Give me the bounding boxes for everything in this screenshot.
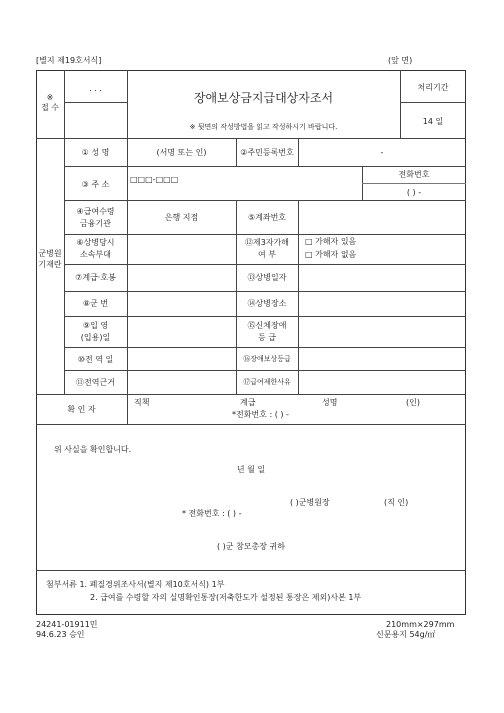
receipt-mark: ※ [46,93,54,102]
assailant-option-yes[interactable]: □ 가해자 있음 [305,237,357,246]
confirmer-phone: *전화번호 : ( ) - [232,410,289,419]
field-unit-label-a: ⑥상병당시 [76,238,115,247]
field-account-label: ⑤계좌번호 [247,213,287,222]
confirmation-text: 위 사실을 확인합니다. [54,445,132,454]
receipt-label [36,103,64,113]
receipt-date: . . . [89,84,102,93]
confirmer-seal: (인) [406,398,420,407]
attachment-line-1: 첨부서류 1. 폐질경위조사서(별지 제10호서식) 1부 [46,580,225,589]
field-id-value: - [380,148,384,157]
hospital-phone: * 전화번호 : ( ) - [182,509,242,518]
field-enlist-label-b: (입용)일 [80,333,111,342]
form-title: 장애보상금지급대상자조서 [193,91,334,105]
instruction-note: ※ 뒷면의 작성방법을 읽고 작성하시기 바랍니다. [189,123,338,131]
field-disability-grade-label-b: 등 급 [258,333,276,342]
footer-approved: 94.6.23 승인 [36,630,85,639]
addressee: ( )군 참모총장 귀하 [217,542,285,551]
field-unit-label [64,237,127,261]
field-enlist-label [64,320,127,344]
field-service-no-label: ⑧군 번 [82,299,109,308]
field-phone-label: 전화번호 [398,170,430,179]
processing-period-value: 14 일 [422,117,444,126]
section-label [36,248,64,270]
field-comp-grade-label: ⑯장애보상등급 [243,355,291,363]
field-discharge-date-label: ⑩전 역 일 [77,355,114,364]
field-bank-label [64,206,127,230]
assailant-option-no[interactable]: □ 가해자 없음 [305,250,357,259]
field-discharge-basis-label: ⑪전역근거 [76,378,115,387]
field-rank-label: ⑦계급·호봉 [75,273,116,282]
field-enlist-label-a: ⑨입 영 [82,321,109,330]
confirmer-grade: 계급 [240,398,256,407]
field-unit-label-b: 소속부대 [80,250,111,259]
hospital-director: ( )군병원장 [290,498,330,507]
field-name-label: ① 성 명 [81,148,110,157]
field-address-label: ③ 주 소 [81,180,110,189]
field-address-value: □□□-□□□ [130,175,179,184]
field-bank-label-a: ④급여수령 [76,207,115,216]
field-bank-value: 은행 지점 [164,213,199,222]
page-side-label: (앞 면) [388,56,413,65]
receipt-label-text: 접 수 [41,103,59,112]
field-id-label: ②주민등록번호 [240,148,294,157]
footer-paper: 신문용지 54g/㎡ [376,630,436,639]
field-injury-date-label: ⑬상병일자 [247,273,287,282]
field-disability-grade-label-a: ⑮신체장애 [247,321,287,330]
form-number: [별지 제19호서식] [36,56,102,65]
processing-period-label: 처리기간 [417,83,449,92]
field-assailant-label-b: 여 부 [258,250,276,259]
confirmer-name: 성명 [322,398,338,407]
section-label-text: 군병원기재란 [38,249,62,269]
confirmer-position: 직책 [134,398,150,407]
footer-code: 24241-01911민 [36,620,98,629]
field-bank-label-b: 금융기관 [80,219,111,228]
footer-size: 210mm×297mm [386,620,455,629]
field-restriction-label: ⑰급여제한사유 [243,378,291,386]
field-assailant-label-a: ⑫제3자가해 [244,238,289,247]
official-seal: (직 인) [384,498,409,507]
confirmer-label: 확 인 자 [67,405,96,414]
attachment-line-2: 2. 급여를 수령할 자의 실명확인통장(저축한도가 설정된 통장은 제외)사본 1부 [90,593,362,602]
field-disability-grade-label [236,320,298,344]
confirmation-date: 년 월 일 [236,465,266,474]
field-name-value: (서명 또는 인) [156,148,207,157]
field-injury-place-label: ⑭상병장소 [247,299,287,308]
field-phone-value: ( ) - [406,188,422,197]
field-assailant-label [236,237,298,261]
